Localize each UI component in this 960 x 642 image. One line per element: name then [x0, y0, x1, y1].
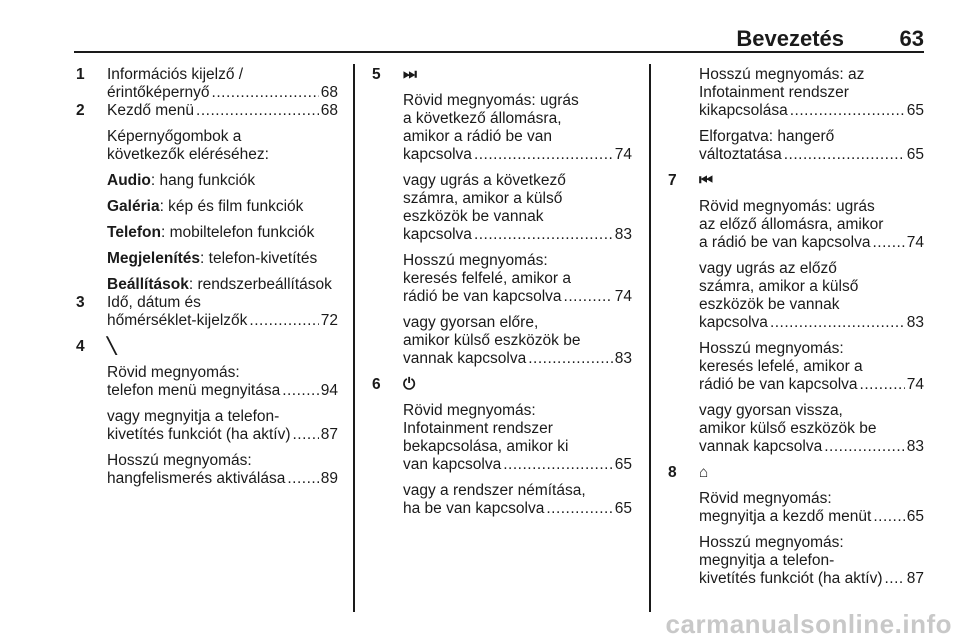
page-ref-number: 74 [614, 146, 632, 163]
item-text: eszközök be vannak [699, 296, 840, 313]
item-text: vagy gyorsan vissza, [699, 402, 843, 419]
item-text: Információs kijelző / [107, 66, 244, 83]
item-text: amikor a rádió be van [403, 128, 553, 145]
item-text: amikor külső eszközök be [403, 332, 581, 349]
page-ref-number: 68 [320, 84, 338, 101]
item-text: az előző állomásra, amikor [699, 216, 884, 233]
page-reference: rádió be van kapcsolva ..... 74 [699, 376, 924, 394]
item-number: 7 [668, 172, 677, 189]
item-text: vagy gyorsan előre, [403, 314, 539, 331]
item-8 [668, 464, 924, 588]
page-reference: a rádió be van kapcsolva ..... 74 [699, 234, 924, 252]
page-reference: vannak kapcsolva ..... 83 [699, 438, 924, 456]
page-ref-number: 65 [614, 456, 632, 473]
column-3 [668, 66, 924, 588]
item-5 [372, 66, 632, 368]
item-text: Infotainment rendszer [699, 84, 849, 101]
page-reference: Kezdő menü ..... 68 [107, 102, 338, 120]
page-reference: hangfelismerés aktiválása ..... 89 [107, 470, 338, 488]
item-6 [372, 376, 632, 518]
previous-track-icon: ⏮ [699, 172, 713, 189]
item-number: 8 [668, 464, 677, 481]
item-text: eszközök be vannak [403, 208, 544, 225]
screen-button-projection: Megjelenítés: telefon-kivetítés [107, 250, 318, 267]
item-text: Idő, dátum és [107, 294, 201, 311]
page-ref-number: 89 [320, 470, 338, 487]
page-ref-number: 65 [906, 508, 924, 525]
item-2 [76, 102, 338, 294]
page-reference: kikapcsolása ..... 65 [699, 102, 924, 120]
item-text: amikor külső eszközök be [699, 420, 877, 437]
page-reference: kivetítés funkciót (ha aktív) ..... 87 [699, 570, 924, 588]
item-number: 1 [76, 66, 85, 83]
item-text: Hosszú megnyomás: [699, 340, 844, 357]
power-icon: ⏻ [403, 376, 416, 393]
screen-button-settings: Beállítások: rendszerbeállítások [107, 276, 332, 293]
page-ref-number: 83 [906, 314, 924, 331]
item-text: számra, amikor a külső [403, 190, 563, 207]
item-4 [76, 338, 338, 488]
page-header-title: Bevezetés [736, 26, 844, 51]
item-text: a következő állomásra, [403, 110, 562, 127]
page-reference: érintőképernyő ..... 68 [107, 84, 338, 102]
item-text: Rövid megnyomás: ugrás [699, 198, 875, 215]
page-reference: kapcsolva ..... 83 [699, 314, 924, 332]
phone-icon: ╲ [107, 338, 117, 355]
item-text: Rövid megnyomás: [403, 402, 536, 419]
item-text: Rövid megnyomás: [699, 490, 832, 507]
item-text: vagy megnyitja a telefon- [107, 408, 280, 425]
item-text: számra, amikor a külső [699, 278, 859, 295]
page-ref-number: 65 [906, 102, 924, 119]
item-text: Hosszú megnyomás: [403, 252, 548, 269]
item-text: vagy ugrás a következő [403, 172, 566, 189]
item-3 [76, 294, 338, 330]
item-text: Elforgatva: hangerő [699, 128, 835, 145]
screen-button-gallery: Galéria: kép és film funkciók [107, 198, 304, 215]
next-track-icon: ⏭ [403, 66, 417, 83]
page-reference: megnyitja a kezdő menüt ..... 65 [699, 508, 924, 526]
item-text: Infotainment rendszer [403, 420, 553, 437]
page-reference: kapcsolva ..... 74 [403, 146, 632, 164]
watermark: carmanualsonline.info [665, 609, 952, 639]
item-text: Rövid megnyomás: [107, 364, 240, 381]
column-1 [76, 66, 338, 488]
item-text: keresés lefelé, amikor a [699, 358, 863, 375]
page-ref-number: 74 [906, 234, 924, 251]
page-ref-number: 68 [320, 102, 338, 119]
page-reference: vannak kapcsolva ..... 83 [403, 350, 632, 368]
page-ref-number: 74 [614, 288, 632, 305]
page-ref-number: 65 [906, 146, 924, 163]
column-2 [372, 66, 632, 518]
page-reference: kapcsolva ..... 83 [403, 226, 632, 244]
home-icon: ⌂ [699, 464, 709, 481]
item-number: 2 [76, 102, 85, 119]
page-number: 63 [899, 26, 924, 51]
page-ref-number: 72 [320, 312, 338, 329]
item-7 [668, 172, 924, 456]
item-text: Rövid megnyomás: ugrás [403, 92, 579, 109]
column-divider-right [649, 64, 651, 612]
page-ref-number: 83 [906, 438, 924, 455]
screen-button-phone: Telefon: mobiltelefon funkciók [107, 224, 315, 241]
screen-button-audio: Audio: hang funkciók [107, 172, 256, 189]
page-ref-number: 83 [614, 226, 632, 243]
page-ref-number: 87 [906, 570, 924, 587]
page-reference: rádió be van kapcsolva ..... 74 [403, 288, 632, 306]
item-1 [76, 66, 338, 102]
page-ref-number: 87 [320, 426, 338, 443]
page-reference: van kapcsolva ..... 65 [403, 456, 632, 474]
page-reference: telefon menü megnyitása ..... 94 [107, 382, 338, 400]
item-text: Hosszú megnyomás: [699, 534, 844, 551]
item-number: 6 [372, 376, 381, 393]
item-text: bekapcsolása, amikor ki [403, 438, 569, 455]
page-reference: hőmérséklet-kijelzők ..... 72 [107, 312, 338, 330]
page-ref-number: 74 [906, 376, 924, 393]
item-text: keresés felfelé, amikor a [403, 270, 571, 287]
column-divider-left [353, 64, 355, 612]
item-text: következők eléréséhez: [107, 146, 269, 163]
header-rule [74, 51, 924, 53]
item-text: Képernyőgombok a [107, 128, 242, 145]
item-6-continued [668, 66, 924, 164]
item-number: 3 [76, 294, 85, 311]
page-reference: ha be van kapcsolva ..... 65 [403, 500, 632, 518]
item-text: Hosszú megnyomás: [107, 452, 252, 469]
item-text: vagy ugrás az előző [699, 260, 837, 277]
page-ref-number: 94 [320, 382, 338, 399]
item-number: 4 [76, 338, 85, 355]
item-text: Hosszú megnyomás: az [699, 66, 865, 83]
page-reference: változtatása ..... 65 [699, 146, 924, 164]
page-ref-number: 83 [614, 350, 632, 367]
page-ref-number: 65 [614, 500, 632, 517]
item-number: 5 [372, 66, 381, 83]
item-text: megnyitja a telefon- [699, 552, 835, 569]
page-reference: kivetítés funkciót (ha aktív) ..... 87 [107, 426, 338, 444]
item-text: vagy a rendszer némítása, [403, 482, 586, 499]
